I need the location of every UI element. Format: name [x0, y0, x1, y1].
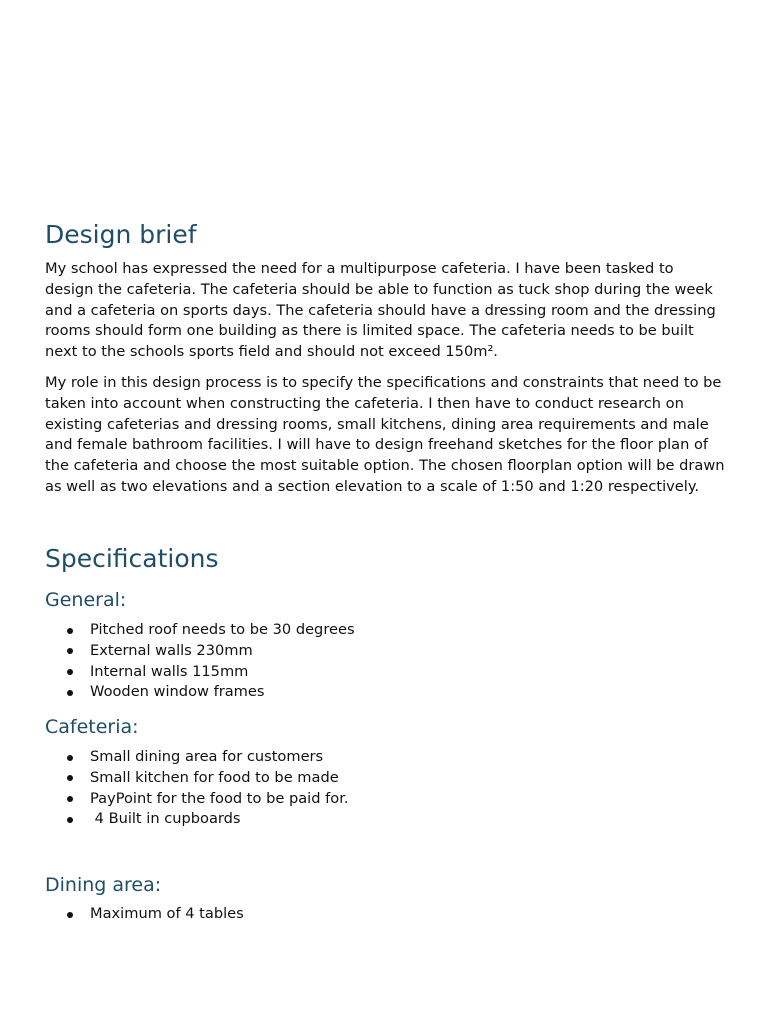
list-item — [45, 768, 349, 789]
specifications-heading: Specifications — [45, 544, 219, 573]
bullet-icon — [67, 817, 73, 823]
list-item-text: Wooden window frames — [90, 683, 265, 701]
cafeteria-list — [45, 747, 349, 830]
design-brief-paragraph-1: My school has expressed the need for a multipurpose cafeteria. I have been tasked to design the cafeteria. The cafeteria should be able to function as tuck shop during the week and a cafeteria on sports days. The cafeteria should have a dressing room and the dressing rooms should form one building as there is limited space. The cafeteria needs to be built next to the schools sports field and should not exceed 150m². — [45, 260, 716, 361]
list-item — [45, 662, 355, 683]
bullet-icon — [67, 628, 73, 634]
list-item — [45, 641, 355, 662]
list-item — [45, 747, 349, 768]
dining-area-subheading: Dining area: — [45, 874, 162, 896]
design-brief-paragraph-2: My role in this design process is to specify the specifications and constraints that need to be taken into account when constructing the cafeteria. I then have to conduct research on existing cafeterias and dressing rooms, small kitchens, dining area requirements and male and female bathroom facilities. I will have to design freehand sketches for the floor plan of the cafeteria and choose the most suitable option. The chosen floorplan option will be drawn as well as two elevations and a section elevation to a scale of 1:50 and 1:20 respectively. — [45, 374, 725, 495]
bullet-icon — [67, 755, 73, 761]
bullet-icon — [67, 775, 73, 781]
list-item-text: Maximum of 4 tables — [90, 905, 244, 922]
list-item-text: External walls 230mm — [90, 641, 253, 659]
list-item-text: Pitched roof needs to be 30 degrees — [90, 621, 355, 638]
bullet-icon — [67, 648, 73, 654]
list-item — [45, 904, 244, 925]
list-item-text: 4 Built in cupboards — [90, 810, 241, 828]
dining-area-list — [45, 904, 244, 925]
bullet-icon — [67, 912, 73, 918]
bullet-icon — [67, 690, 73, 696]
design-brief-heading: Design brief — [45, 220, 197, 249]
bullet-icon — [67, 669, 73, 675]
general-list — [45, 620, 355, 703]
list-item — [45, 682, 355, 703]
list-item-text: Small dining area for customers — [90, 748, 324, 765]
list-item-text: Small kitchen for food to be made — [90, 768, 339, 786]
list-item — [45, 809, 349, 830]
list-item-text: PayPoint for the food to be paid for. — [90, 789, 349, 807]
general-subheading: General: — [45, 589, 127, 611]
cafeteria-subheading: Cafeteria: — [45, 716, 139, 738]
bullet-icon — [67, 796, 73, 802]
list-item — [45, 620, 355, 641]
list-item-text: Internal walls 115mm — [90, 662, 249, 680]
list-item — [45, 789, 349, 810]
